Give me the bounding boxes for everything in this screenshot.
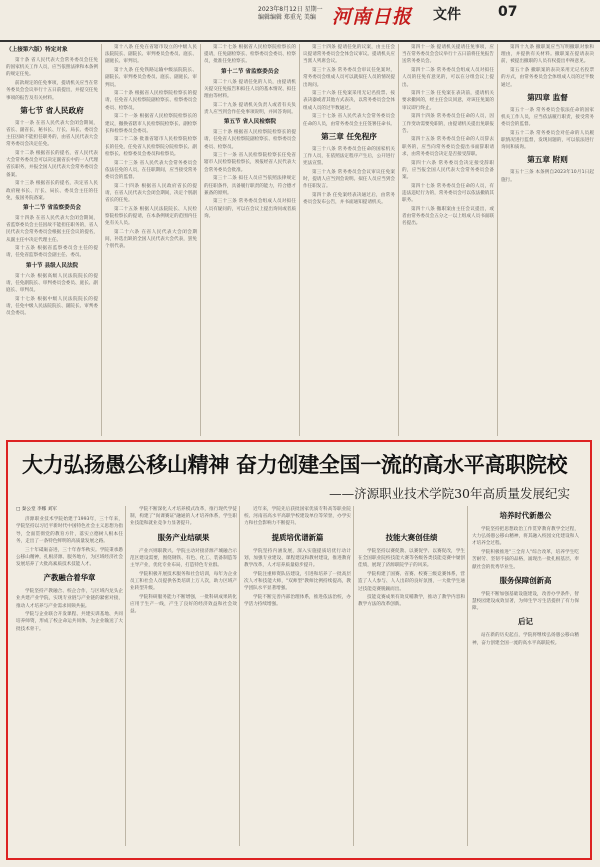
article-section-heading: 服务保障创新高: [499, 575, 552, 585]
regulation-column-2: 第十八条 任免在省辖市设立的中级人民法院院长、副院长、审判委员会委员、庭长、副庭长、审判员。 第十九条 任免铁路运输中级法院院长、副院长、审判委员会委员、庭长、副庭长、审判员。 第二十条 根据省人民检察院检察长的提请，任免省人民检察院副检察长、检察委员会委员、检察员。 第二十一条 根据省人民检察院检察长的建议，撤换省辖市人民检察院检察长、副检察长和检察委员会委员。 第二十二条 批准省辖市人民检察院检察长的任免，任免省人民检察院分院检察长、副检察长、检察委员会委员和检察员。 第二十三条 省人民代表大会常务委员会依法任免的人员，在任职期间，应当接受常务委员会的监督。 第二十四条 根据省人民政府省长的提请，在省人民代表大会闭会期间，决定个别副省长的任免。 第二十五条 根据人民法院院长、人民检察院检察长的提请，在本条例规定的范围内任免有关人员。 第二十六条 在省人民代表大会闭会期间，补选出缺的全国人民代表大会代表，罢免个别代表。: [105, 45, 197, 250]
article-column-2: 学院不断深化人才培养模式改革，推行现代学徒制，构建了"岗课赛证"融通的人才培养体系，学生职业技能和就业竞争力显著提升。 服务产业结硕果 产业兴则职教兴。学院主动对接济源产城融合示范区建设需要，围绕钢铁、有色、化工、装备制造等主导产业，优化专业布局，打造特色专业群。 学院积极开展技术服务和社会培训，每年为企业员工和社会人员提供各类培训上万人次，助力区域产业转型升级。 学院科研服务能力不断增强，一批科研成果转化应用于生产一线，产生了良好的经济效益和社会效益。: [130, 507, 237, 615]
feature-article: [6, 440, 592, 860]
section-heading: （上接第六版）特定对象: [6, 47, 68, 53]
regulation-column-3: 第二十七条 根据省人民检察院检察长的提请，任免副检察长、检察委员会委员、检察员，批准任免检察长。 第十二节 省监察委员会 第二十八条 提请任免的人员，由提请机关提交任免报告和拟任人员的基本情况、拟任理由等材料。 第二十九条 提请机关负责人或者有关负责人应当到会作任免事项说明，并回答询问。 第五节 省人民检察院 第三十条 根据省人民检察院检察长的提请，任免省人民检察院副检察长、检察委员会委员、检察员。 第三十一条 省人民检察院检察长任免省辖市人民检察院检察长，须报经省人民代表大会常务委员会批准。 第三十二条 拟任人员应当依照法律规定的任职条件，具备履行职责的能力，符合德才兼备的原则。 第三十三条 常务委员会组成人员对拟任人员有疑问的，可以在会议上提出询问或者质询。: [204, 45, 296, 219]
article-section-heading: 培养时代新愚公: [499, 511, 552, 520]
article-section-heading: 服务产业结硕果: [157, 532, 210, 542]
article-section-heading: 技能大赛创佳绩: [385, 533, 438, 542]
chapter-heading: 第七节 省人民政府: [20, 105, 84, 115]
article-section-heading: 提质培优谱新篇: [271, 532, 324, 542]
chapter-heading: 第五章 附则: [527, 155, 568, 165]
article-subtitle: ——济源职业技术学院30年高质量发展纪实: [329, 486, 570, 501]
page-number: 07: [498, 4, 518, 20]
regulation-text-area: [6, 44, 594, 437]
regulation-column-6: 第四十九条 撤职案应当写明撤职对象和理由，并提供有关材料。撤职案在提请表决前，被提出撤职的人员有权提出申辩意见。 第五十条 撤职案的表决采用无记名投票的方式，由常务委员会全体组成人员的过半数通过。 第四章 监督 第五十一条 常务委员会依法任命的国家机关工作人员，应当依法履行职责，接受常务委员会的监督。 第五十二条 常务委员会对任命的人员履职情况进行监督，发现问题的，可以依法进行询问和质询。 第五章 附则 第五十三条 本条例自2023年10月1日起施行。: [501, 45, 594, 183]
regulation-column-4: 第三十四条 提请任免的议案，由主任会议提请常务委员会全体会议审议。提请机关应当派人列席会议。 第三十五条 常务委员会审议任免案时，常务委员会组成人员可以就拟任人员的情况提出询问。 第三十六条 任免案采用无记名投票、按表决器或者其他方式表决，以常务委员会全体组成人员的过半数通过。 第三十七条 省人民代表大会常务委员会任命的人员，由常务委员会主任签署任命书。 第三章 任免程序 第三十八条 常务委员会任命的国家机关工作人员，在依照法定程序产生后，公开进行宪法宣誓。 第三十九条 常务委员会会议审议任免案时，提请人应当到会说明。拟任人员应当到会作任职发言。 第四十条 任免案经表决通过后，由常务委员会发布公告，并书面通知提请机关。: [303, 45, 395, 206]
chapter-heading: 第三章 任免程序: [321, 131, 377, 141]
section-heading: 第十二节 省监察委员会: [221, 68, 279, 75]
article-headline: 大力弘扬愚公移山精神 奋力创建全国一流的高水平高职院校: [22, 452, 568, 477]
masthead: [0, 0, 600, 42]
section-heading: 第五节 省人民检察院: [223, 119, 277, 126]
chapter-heading: 第四章 监督: [527, 92, 568, 102]
section-name: 文件: [433, 7, 461, 23]
newspaper-logo: 河南日报: [332, 6, 413, 28]
article-column-3: 近年来，学院先后获批国家优质专科高等职业院校、河南省高水平高职学校建设单位等荣誉，办学实力和社会影响力不断提升。 提质培优谱新篇 学院坚持内涵发展，深入实施提质培优行动计划，加强专业建设、课程建设和教材建设，推进教育教学改革，人才培养质量稳步提升。 学院注重师资队伍建设，引进和培养了一批高层次人才和技能大师，"双师型"教师比例持续提高，教学团队水平显著增强。 学院不断完善内部治理体系，推进依法治校，办学活力持续增强。: [244, 507, 351, 608]
article-section-heading: 后记: [518, 617, 533, 627]
regulation-column-5: 第四十一条 提请机关提请任免事项，应当在常务委员会会议举行十五日前将任免报告送常务委员会。 第四十二条 常务委员会组成人员对拟任人员的任免有意见的，可以在分组会议上提出。 第四十三条 任免案在表决前，提请机关要求撤回的，经主任会议同意，对该任免案的审议即行终止。 第四十四条 常务委员会任命的人员，因工作变动需要免职的，由提请机关提出免职报告。 第四十五条 常务委员会任命的人员辞去职务的，应当向常务委员会提出书面辞职请求，由常务委员会决定是否接受辞职。 第四十六条 常务委员会决定接受辞职的，应当报全国人民代表大会常务委员会备案。 第四十七条 常务委员会任命的人员，有违法违纪行为的，常务委员会可以依法撤销其职务。 第四十八条 撤职案由主任会议提出，或者由常务委员会五分之一以上组成人员书面联名提出。: [402, 45, 494, 227]
section-heading: 第十二节 省监察委员会: [23, 204, 81, 211]
section-heading: 第十节 县级人民法院: [25, 262, 79, 269]
article-column-5: 培养时代新愚公 学院坚持把思想政治工作贯穿教育教学全过程，大力弘扬愚公移山精神，将其融入校园文化建设和人才培养全过程。 学院积极推进"三全育人"综合改革，培养学生吃苦耐劳、坚韧不拔的品格，涌现出一批扎根基层、奉献社会的优秀毕业生。 服务保障创新高 学院不断加强基础设施建设，改善办学条件，智慧校园建设成效显著，为师生学习生活提供了有力保障。 后记 站在新的历史起点，学院将继续弘扬愚公移山精神，奋力创建全国一流的高水平高职院校。: [472, 511, 579, 646]
article-column-1: □ 秦公堂 李娜 刘军 济源职业技术学院始建于1993年，三十年来，学院坚持以习近平新时代中国特色社会主义思想为指导，全面贯彻党的教育方针，落实立德树人根本任务，走出了一条特色鲜明的高质量发展之路。 三十年砥砺奋进，三十年春华秋实。学院秉承愚公移山精神，扎根济源、服务地方，为区域经济社会发展培养了大批高素质技术技能人才。 产教融合着华章 学院坚持产教融合、校企合作，与区域内龙头企业共建产业学院，实现专业链与产业链的紧密对接，推动人才培养与产业需求同频共振。 学院与企业联合开发课程、共建实训基地、共同培养师资，形成了校企命运共同体，为企业输送了大批技术骨干。: [16, 507, 123, 632]
article-column-4: 技能大赛创佳绩 学院坚持以赛促教、以赛促学、以赛促改，学生在全国职业院校技能大赛等各级各类技能竞赛中屡创佳绩，展现了济源职院学子的风采。 学院构建了国赛、省赛、校赛三级竞赛体系，营造了人人参与、人人出彩的良好氛围，一大批学生通过技能竞赛脱颖而出。 技能竞赛成果有效反哺教学，推动了教学内容和教学方法的改革创新。: [358, 533, 465, 608]
issue-date: 2023年8月12日 星期一 编辑编辑 郑重光 美编: [258, 6, 323, 21]
article-byline: □ 秦公堂 李娜 刘军: [16, 507, 57, 512]
regulation-column-1: （上接第六版）特定对象 第十条 省人民代表大会常务委员会任免的国家机关工作人员，应当依照法律和本条例的规定任免。 前款规定的任免事项，提请机关应当在常务委员会会议举行十五日前提出，并提交任免事项的报告及有关材料。 第七节 省人民政府 第十一条 在省人民代表大会闭会期间，省长、副省长、秘书长、厅长、局长、委员会主任因故不能担任职务的，由省人民代表大会常务委员会决定任免。 第十二条 根据省长的提名，省人民代表大会常务委员会可以决定副省长中的一人代理省长职务，并报全国人民代表大会常务委员会备案。 第十三条 根据省长的提名，决定省人民政府秘书长、厅长、局长、委员会主任的任免，报国务院备案。 第十二节 省监察委员会 第十四条 在省人民代表大会闭会期间，省监察委员会主任因故不能担任职务的，省人民代表大会常务委员会根据主任会议的提名，从副主任中决定代理主任。 第十五条 根据省监察委员会主任的提请，任免省监察委员会副主任、委员。 第十节 县级人民法院 第十六条 根据高级人民法院院长的提请，任免副院长、审判委员会委员、庭长、副庭长、审判员。 第十七条 根据中级人民法院院长的提请，任免中级人民法院院长、副院长、审判委员会委员。: [6, 47, 98, 317]
article-section-heading: 产教融合着华章: [43, 573, 96, 583]
